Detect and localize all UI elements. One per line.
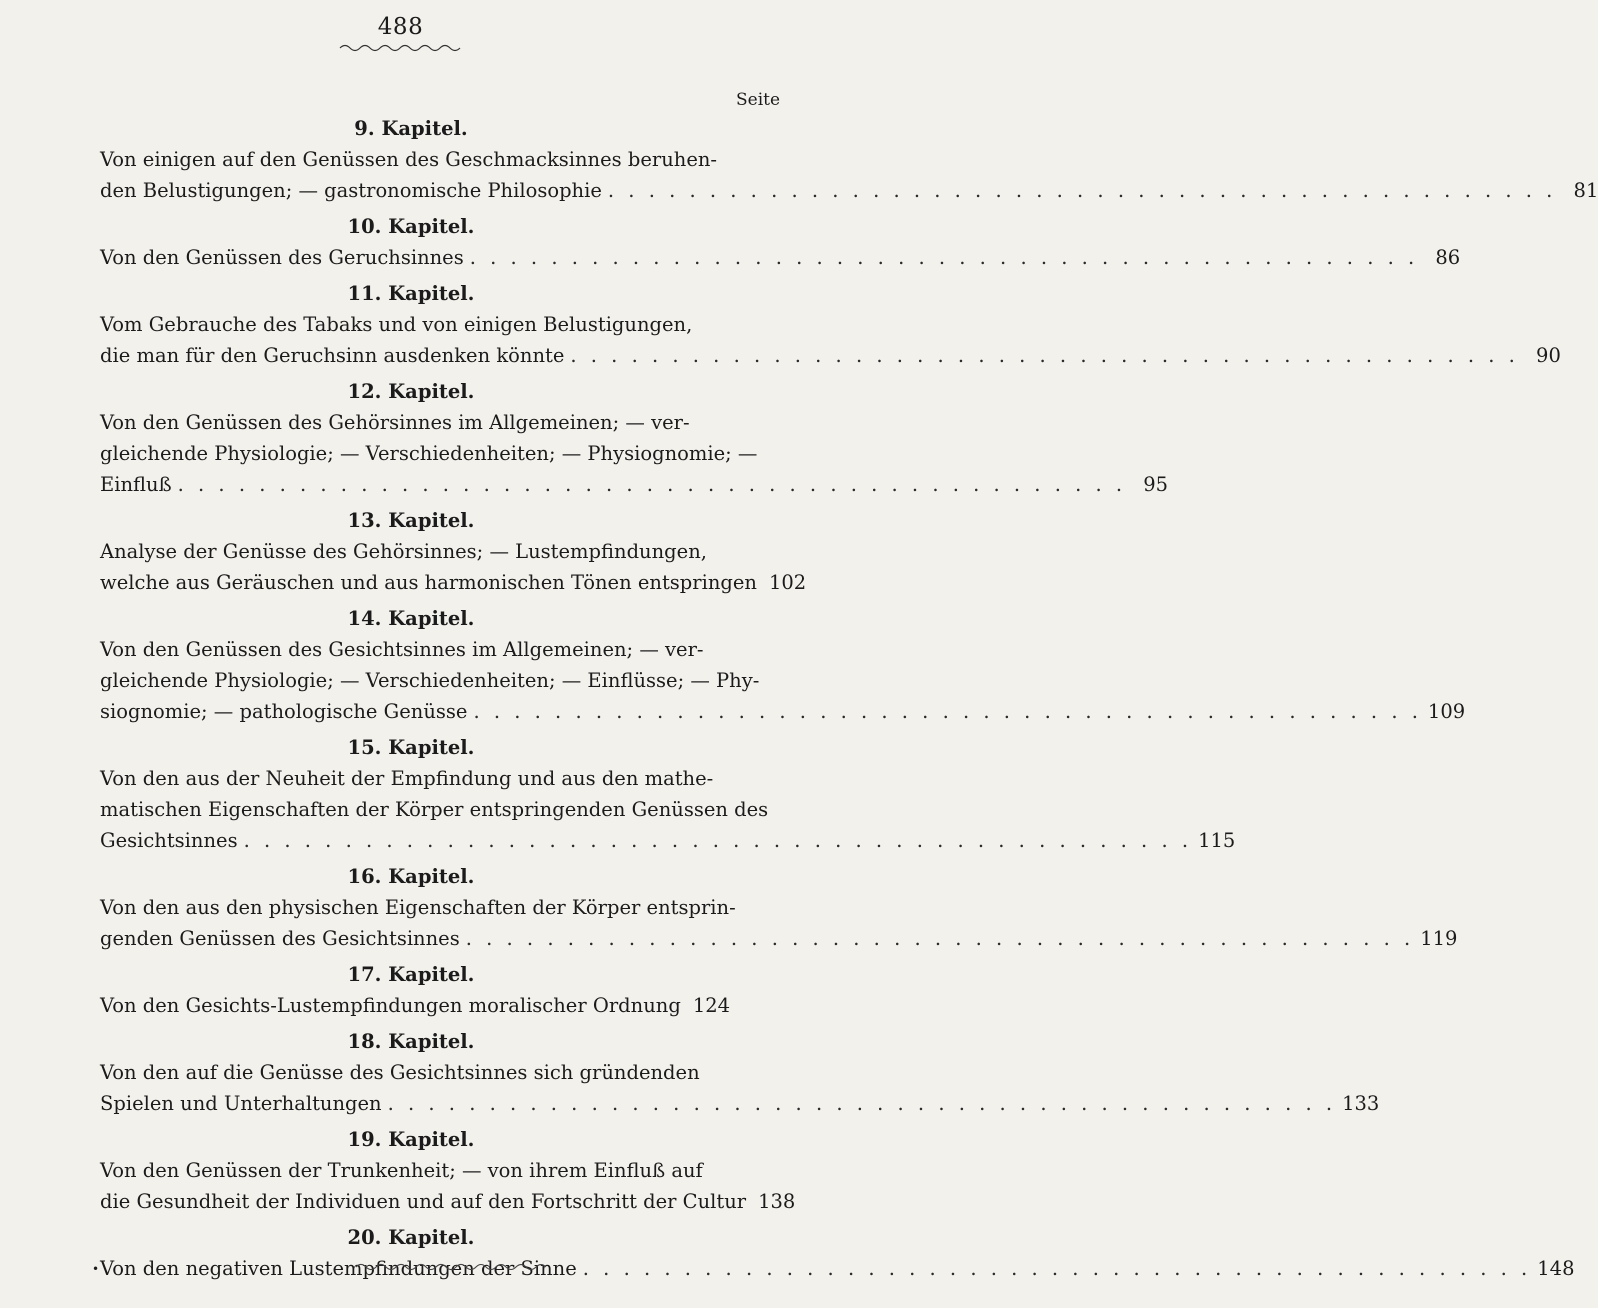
chapter-title-line: Vom Gebrauche des Tabaks und von einigen Belustigungen,	[100, 313, 693, 336]
chapter-page-number: 119	[1420, 927, 1458, 950]
dot-leader	[608, 175, 1556, 206]
chapter-title-last-line	[100, 990, 731, 1021]
chapter-page-number: 86	[1435, 246, 1461, 269]
chapter-page-number: 148	[1537, 1257, 1575, 1280]
page-number: 488	[377, 14, 424, 40]
chapter-heading: 17. Kapitel.	[347, 963, 475, 986]
dot-leader	[470, 242, 1418, 273]
chapter-title-last-line	[100, 923, 1458, 954]
chapter-title-last-line	[100, 469, 1169, 500]
chapter-title-text: Gesichtsinnes	[100, 829, 238, 852]
chapter-entry	[100, 375, 1169, 500]
chapter-heading: 14. Kapitel.	[347, 607, 475, 630]
chapter-entry	[100, 1123, 796, 1217]
chapter-heading: 15. Kapitel.	[347, 736, 475, 759]
dot-leader	[388, 1088, 1336, 1119]
chapter-heading: 20. Kapitel.	[347, 1226, 475, 1249]
chapter-title-text: die Gesundheit der Individuen und auf den Fortschritt der Cultur	[100, 1190, 747, 1213]
dot-leader	[178, 469, 1126, 500]
chapter-page-number: 138	[758, 1190, 796, 1213]
dot-leader	[244, 825, 1192, 856]
chapter-title-text: Von den Gesichts-Lustempfindungen moralischer Ordnung	[100, 994, 681, 1017]
dot-leader	[466, 923, 1414, 954]
chapter-heading: 19. Kapitel.	[347, 1128, 475, 1151]
chapter-page-number: 133	[1342, 1092, 1380, 1115]
chapter-title-text: Einfluß	[100, 473, 172, 496]
chapter-title-last-line	[100, 696, 1466, 727]
chapter-title-text: welche aus Geräuschen und aus harmonischen Tönen entspringen	[100, 571, 757, 594]
chapter-page-number: 102	[768, 571, 807, 594]
chapter-title-text: siognomie; — pathologische Genüsse	[100, 700, 468, 723]
chapter-title-line: matischen Eigenschaften der Körper entspringenden Genüssen des	[100, 798, 769, 821]
chapter-page-number: 115	[1198, 829, 1236, 852]
chapter-heading: 9. Kapitel.	[354, 117, 468, 140]
chapter-title-line: Analyse der Genüsse des Gehörsinnes; — Lustempfindungen,	[100, 540, 707, 563]
chapter-title-line: gleichende Physiologie; — Verschiedenheiten; — Einflüsse; — Phy-	[100, 669, 760, 692]
chapter-entry	[100, 112, 1598, 206]
chapter-entry	[100, 602, 1466, 727]
chapter-heading: 11. Kapitel.	[347, 282, 475, 305]
chapter-entry	[100, 1025, 1380, 1119]
chapter-title-line: Von den auf die Genüsse des Gesichtsinnes sich gründenden	[100, 1061, 700, 1084]
wavy-rule-bottom	[356, 1262, 546, 1272]
chapter-heading: 18. Kapitel.	[347, 1030, 475, 1053]
chapter-entry	[100, 210, 1461, 273]
chapter-entry	[100, 277, 1561, 371]
chapter-title-text: die man für den Geruchsinn ausdenken könnte	[100, 344, 565, 367]
chapter-title-line: Von den Genüssen des Gesichtsinnes im Allgemeinen; — ver-	[100, 638, 704, 661]
chapter-title-last-line	[100, 1088, 1380, 1119]
chapter-page-number: 95	[1143, 473, 1169, 496]
dot-leader	[583, 1253, 1531, 1284]
dot-leader	[473, 696, 1421, 727]
dot-leader	[570, 340, 1518, 371]
chapter-title-last-line	[100, 1186, 796, 1217]
chapter-entry	[100, 1221, 1575, 1284]
chapter-entry	[100, 731, 1236, 856]
chapter-page-number: 109	[1427, 700, 1466, 723]
chapter-entry	[100, 860, 1458, 954]
chapter-entry	[100, 504, 807, 598]
chapter-title-line: Von den Genüssen des Gehörsinnes im Allgemeinen; — ver-	[100, 411, 690, 434]
chapter-heading: 16. Kapitel.	[347, 865, 475, 888]
chapter-heading: 10. Kapitel.	[347, 215, 475, 238]
chapter-title-line: gleichende Physiologie; — Verschiedenheiten; — Physiognomie; —	[100, 442, 758, 465]
chapter-title-last-line	[100, 175, 1598, 206]
chapter-page-number: 90	[1536, 344, 1561, 367]
chapter-title-text: Von den Genüssen des Geruchsinnes	[100, 246, 464, 269]
chapter-title-line: Von den Genüssen der Trunkenheit; — von ihrem Einfluß auf	[100, 1159, 703, 1182]
chapter-title-last-line	[100, 242, 1461, 273]
chapter-title-text: Von den negativen Lustempfindungen der Sinne	[100, 1257, 577, 1280]
page-column-label: Seite	[736, 90, 781, 110]
chapter-title-text: den Belustigungen; — gastronomische Philosophie	[100, 179, 602, 202]
chapter-heading: 13. Kapitel.	[347, 509, 475, 532]
chapter-title-line: Von einigen auf den Genüssen des Geschmacksinnes beruhen-	[100, 148, 718, 171]
wavy-rule-top	[340, 43, 460, 53]
chapter-page-number: 81	[1573, 179, 1598, 202]
table-of-contents	[100, 112, 1598, 1288]
chapter-heading: 12. Kapitel.	[347, 380, 475, 403]
chapter-entry	[100, 958, 731, 1021]
chapter-title-line: Von den aus der Neuheit der Empfindung und aus den mathe-	[100, 767, 714, 790]
chapter-page-number: 124	[692, 994, 731, 1017]
chapter-title-last-line	[100, 567, 807, 598]
chapter-title-last-line	[100, 340, 1561, 371]
print-mark: •	[92, 1262, 100, 1276]
chapter-title-line: Von den aus den physischen Eigenschaften der Körper entsprin-	[100, 896, 736, 919]
chapter-title-text: Spielen und Unterhaltungen	[100, 1092, 382, 1115]
chapter-title-text: genden Genüssen des Gesichtsinnes	[100, 927, 460, 950]
chapter-title-last-line	[100, 825, 1236, 856]
